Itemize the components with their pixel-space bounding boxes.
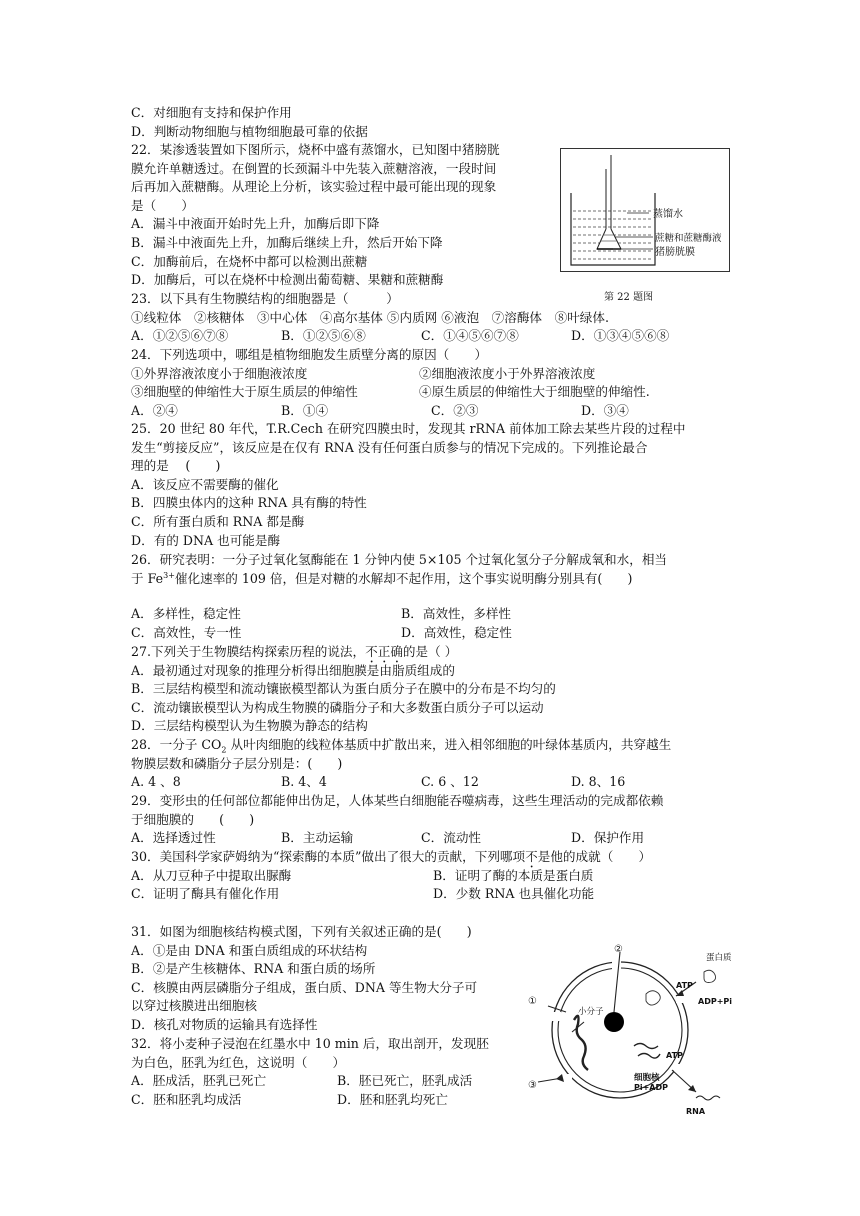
- question-stem: 23．以下具有生物膜结构的细胞器是（ ）: [131, 291, 399, 306]
- stem-text: 于 Fe: [131, 570, 164, 586]
- label-1: ①: [528, 996, 537, 1007]
- osmosis-apparatus-figure: [560, 148, 730, 272]
- option-a: A．选择透过性: [131, 830, 216, 846]
- label-adp-pi: ADP+Pi: [698, 997, 733, 1006]
- option-row: [131, 327, 731, 346]
- question-stem: 26．研究表明：一分子过氧化氢酶能在 1 分钟内使 5×105 个过氧化氢分子分解成氧和水，相当: [131, 552, 668, 567]
- question-26: [131, 551, 731, 642]
- option-c: C. 6 、12: [421, 774, 479, 790]
- label-atp: ATP: [676, 981, 693, 990]
- stem-text: 28．一分子 CO: [131, 737, 222, 752]
- label-nucleus: 细胞核: [634, 1073, 660, 1083]
- option-c: C．流动镶嵌模型认为构成生物膜的磷脂分子和大多数蛋白质分子可以运动: [131, 699, 544, 715]
- option-b: B．主动运输: [281, 830, 354, 846]
- option-a: A．①是由 DNA 和蛋白质组成的环状结构: [131, 942, 368, 958]
- question-stem: 膜允许单糖透过。在倒置的长颈漏斗中先装入蔗糖溶液，一段时间: [131, 160, 497, 176]
- option-d: D．判断动物细胞与植物细胞最可靠的依据: [131, 123, 368, 139]
- label-protein: 蛋白质: [706, 953, 732, 963]
- option-c: C．对细胞有支持和保护作用: [131, 105, 292, 120]
- question-21-tail: [131, 104, 731, 141]
- superscript: 3+: [163, 570, 175, 580]
- question-stem: 24．下列选项中，哪组是植物细胞发生质壁分离的原因（ ）: [131, 347, 488, 362]
- option-c: C．胚和胚乳均成活: [131, 1091, 242, 1107]
- option-c: C．①④⑤⑥⑦⑧: [421, 328, 519, 344]
- option-d: D．高效性，稳定性: [401, 624, 512, 640]
- option-b: B．证明了酶的本质是蛋白质: [433, 867, 594, 883]
- option-d: D．保护作用: [571, 830, 645, 846]
- label-small-molecule: 小分子: [578, 1007, 604, 1017]
- question-25: [131, 420, 731, 550]
- item-4: ④原生质层的伸缩性大于细胞壁的伸缩性.: [419, 384, 650, 400]
- stem-text: 30．美国科学家萨姆纳为“探索酶的本质”做出了很大的贡献，下列哪项: [131, 849, 526, 864]
- stem-text: 的是（ ）: [402, 644, 458, 659]
- option-b: B．高效性，多样性: [401, 606, 512, 622]
- option-d: D．少数 RNA 也具催化功能: [433, 886, 595, 902]
- question-27: [131, 643, 731, 736]
- question-stem: [131, 848, 731, 867]
- subscript: 2: [221, 745, 227, 755]
- nucleus-diagram: [526, 942, 746, 1118]
- option-row: [131, 402, 731, 421]
- stem-text: 催化速率的 109 倍，但是对糖的水解却不起作用，这个事实说明酶分别具有( ): [174, 570, 633, 586]
- label-3: ③: [528, 1080, 537, 1091]
- option-a: A．②④: [131, 402, 178, 418]
- option-b: B. 4、4: [281, 774, 327, 790]
- option-b: B．胚已死亡，胚乳成活: [337, 1073, 473, 1089]
- question-stem: 25．20 世纪 80 年代，T.R.Cech 在研究四膜虫时，发现其 rRNA 前体加工除去某些片段的过程中: [131, 421, 686, 436]
- option-b: B．漏斗中液面先上升，加酶后继续上升，然后开始下降: [131, 234, 443, 250]
- option-d: D．③④: [581, 402, 629, 418]
- option-a: A．胚成活，胚乳已死亡: [131, 1073, 267, 1089]
- option-row: [131, 829, 731, 848]
- stem-text: 27.下列关于生物膜结构探索历程的说法，: [131, 644, 366, 659]
- option-c: C．核膜由两层磷脂分子组成，蛋白质、DNA 等生物大分子可: [131, 979, 478, 995]
- option-a: A．该反应不需要酶的催化: [131, 476, 279, 492]
- stem-text: 从叶肉细胞的线粒体基质中扩散出来，进入相邻细胞的叶绿体基质内，共穿越生: [226, 737, 672, 752]
- option-a: A．①②⑤⑥⑦⑧: [131, 328, 229, 344]
- option-d: D．三层结构模型认为生物膜为静态的结构: [131, 718, 368, 734]
- option-d: D．核孔对物质的运输具有选择性: [131, 1016, 318, 1032]
- question-stem: 是（ ）: [131, 197, 194, 213]
- option-a: A. 4 、8: [131, 774, 181, 790]
- option-d: D．有的 DNA 也可能是酶: [131, 532, 281, 548]
- option-a: A．最初通过对现象的推理分析得出细胞膜是由脂质组成的: [131, 662, 455, 678]
- nucleus-structure-figure: [526, 942, 746, 1118]
- question-stem: 为白色，胚乳为红色，这说明（ ）: [131, 1054, 346, 1070]
- option-d: D．胚和胚乳均死亡: [337, 1091, 448, 1107]
- question-stem: 29．变形虫的任何部位都能伸出伪足，人体某些白细胞能吞噬病毒，这些生理活动的完成都依赖: [131, 793, 664, 808]
- option-c: C．高效性，专一性: [131, 624, 242, 640]
- label-membrane: 猪膀胱膜: [655, 247, 695, 258]
- emphasized-text: 不正确: [365, 644, 403, 659]
- question-stem: [131, 736, 731, 755]
- question-stem: 22．某渗透装置如下图所示，烧杯中盛有蒸馏水，已知图中猪膀胱: [131, 142, 500, 157]
- question-24: [131, 346, 731, 420]
- option-d: D．①③④⑤⑥⑧: [571, 328, 670, 344]
- question-stem: [131, 643, 731, 662]
- question-23: [131, 290, 731, 346]
- question-stem: 理的是 ( ): [131, 458, 221, 474]
- option-c: C．证明了酶具有催化作用: [131, 886, 280, 902]
- option-d: D. 8、16: [571, 774, 626, 790]
- item-2: ②细胞液浓度小于外界溶液浓度: [419, 365, 596, 381]
- option-d: D．加酶后，可以在烧杯中检测出葡萄糖、果糖和蔗糖酶: [131, 272, 444, 288]
- question-28: [131, 736, 731, 792]
- item-row: [131, 365, 731, 384]
- figure-caption: 第 22 题图: [604, 292, 654, 303]
- question-stem: 物膜层数和磷脂分子层分别是：( ): [131, 755, 343, 771]
- option-b: B．①④: [281, 402, 329, 418]
- option-c: C．加酶前后，在烧杯中都可以检测出蔗糖: [131, 253, 368, 269]
- osmosis-diagram: [561, 149, 729, 271]
- option-row: [131, 773, 731, 792]
- item-1: ①外界溶液浓度小于细胞液浓度: [131, 365, 308, 381]
- option-b: B．四膜虫体内的这种 RNA 具有酶的特性: [131, 495, 367, 511]
- option-a: A．从刀豆种子中提取出脲酶: [131, 867, 292, 883]
- option-a: A．多样性，稳定性: [131, 606, 241, 622]
- question-items: ①线粒体 ②核糖体 ③中心体 ④高尔基体 ⑤内质网 ⑥液泡 ⑦溶酶体 ⑧叶绿体.: [131, 309, 609, 325]
- option-b: B．三层结构模型和流动镶嵌模型都认为蛋白质分子在膜中的分布是不均匀的: [131, 681, 556, 697]
- option-a: A．漏斗中液面开始时先上升，加酶后即下降: [131, 216, 380, 232]
- label-rna: RNA: [686, 1107, 706, 1116]
- option-row: [131, 605, 731, 624]
- question-stem: [131, 570, 731, 589]
- label-solution: 蔗糖和蔗糖酶液: [655, 233, 722, 244]
- option-c: C．所有蛋白质和 RNA 都是酶: [131, 513, 305, 529]
- item-row: [131, 383, 731, 402]
- option-row: [131, 885, 731, 904]
- label-atp-2: ATP: [666, 1051, 683, 1060]
- label-pi-adp: Pi+ADP: [634, 1083, 669, 1092]
- stem-text: 是他的成就（ ）: [537, 849, 652, 864]
- emphasized-text: 不: [525, 849, 538, 864]
- option-c: C．②③: [431, 402, 479, 418]
- blank-line: [131, 588, 731, 605]
- option-row: [131, 624, 731, 643]
- question-stem: 31．如图为细胞核结构模式图，下列有关叙述正确的是( ): [131, 924, 472, 939]
- question-29: [131, 792, 731, 848]
- label-water: 蒸馏水: [653, 209, 683, 220]
- option-c-cont: 以穿过核膜进出细胞核: [131, 998, 257, 1014]
- question-stem: 后再加入蔗糖酶。从理论上分析，该实验过程中最可能出现的现象: [131, 179, 497, 195]
- question-30: [131, 848, 731, 904]
- nucleolus: [604, 1012, 624, 1032]
- question-stem: 32．将小麦种子浸泡在红墨水中 10 min 后，取出剖开，发现胚: [131, 1036, 489, 1051]
- option-row: [131, 867, 731, 886]
- question-stem: 于细胞膜的 ( ): [131, 811, 255, 827]
- item-3: ③细胞壁的伸缩性大于原生质层的伸缩性: [131, 384, 358, 400]
- option-b: B．①②⑤⑥⑧: [281, 328, 366, 344]
- label-2: ②: [614, 944, 623, 955]
- option-b: B．②是产生核糖体、RNA 和蛋白质的场所: [131, 961, 376, 977]
- option-c: C．流动性: [421, 830, 482, 846]
- question-stem: 发生“剪接反应”，该反应是在仅有 RNA 没有任何蛋白质参与的情况下完成的。下列推论最合: [131, 439, 648, 455]
